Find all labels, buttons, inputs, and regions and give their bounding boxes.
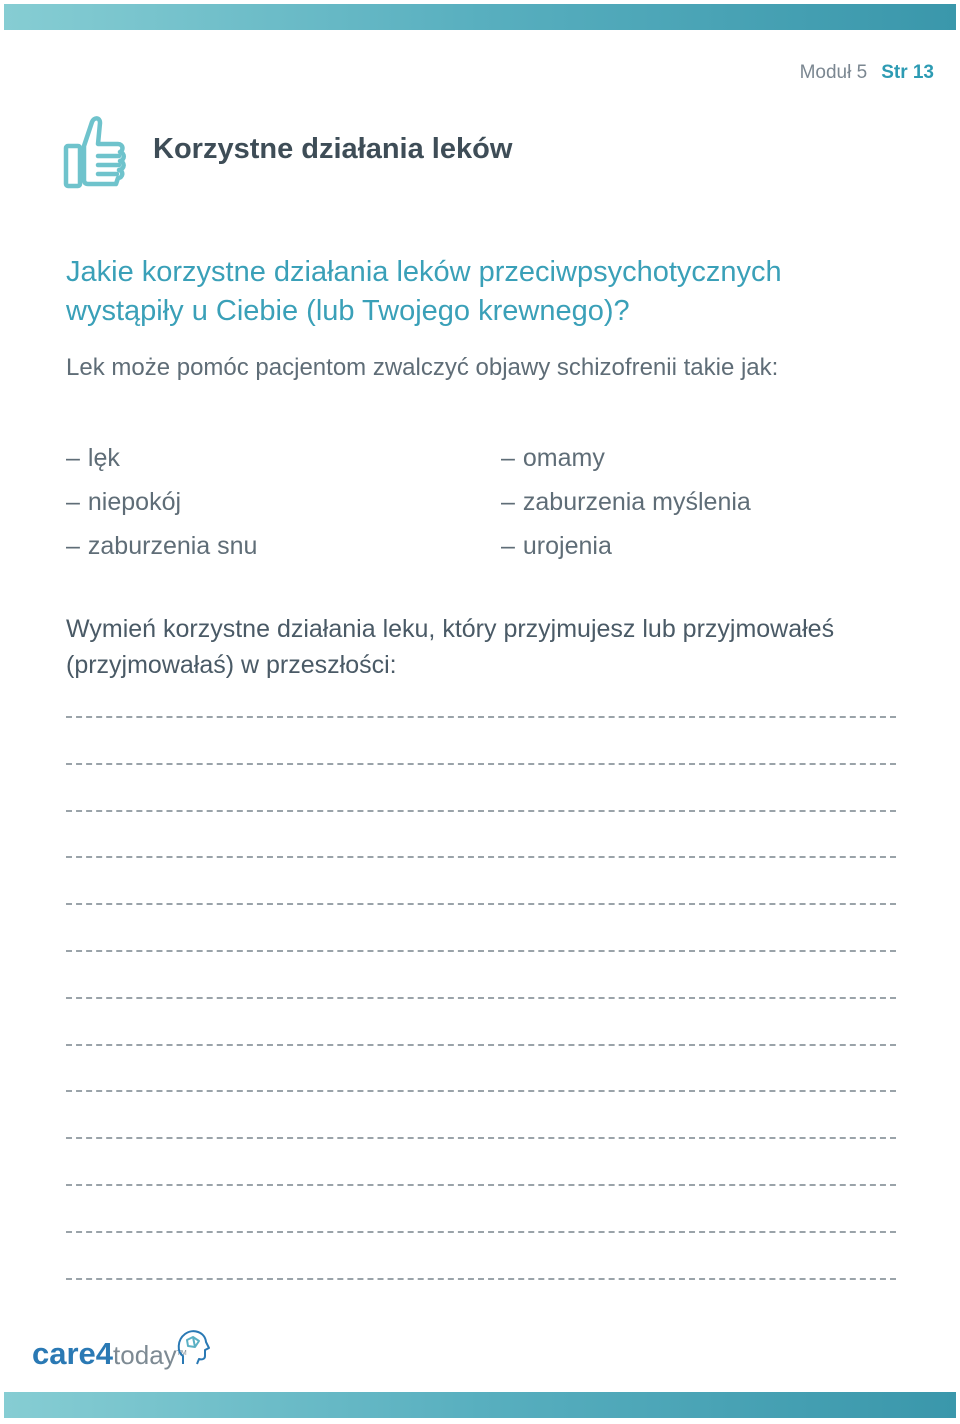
answer-prompt: [66, 611, 946, 683]
logo-tm: TM: [176, 1350, 187, 1357]
answer-line[interactable]: [66, 716, 896, 718]
symptom-item: – lęk: [66, 436, 257, 480]
answer-lines: [66, 716, 896, 1324]
section-title: Korzystne działania leków: [153, 133, 513, 165]
answer-line[interactable]: [66, 1184, 896, 1186]
symptom-list-right: [501, 436, 751, 568]
answer-line[interactable]: [66, 763, 896, 765]
answer-line[interactable]: [66, 1044, 896, 1046]
symptom-item: – omamy: [501, 436, 751, 480]
question-line-1: Jakie korzystne działania leków przeciwpsychotycznych: [66, 256, 782, 288]
question-line-2: wystąpiły u Ciebie (lub Twojego krewnego)?: [66, 295, 630, 327]
answer-line[interactable]: [66, 1090, 896, 1092]
top-decorative-bar: [4, 4, 956, 30]
answer-line[interactable]: [66, 810, 896, 812]
care4today-logo: [30, 1328, 210, 1378]
intro-text: Lek może pomóc pacjentom zwalczyć objawy schizofrenii takie jak:: [66, 354, 779, 381]
page-number: Str 13: [881, 62, 934, 83]
logo-wordmark: [32, 1334, 187, 1375]
page-indicator: [800, 62, 934, 84]
symptom-item: – niepokój: [66, 480, 257, 524]
bottom-decorative-bar: [4, 1392, 956, 1418]
answer-line[interactable]: [66, 856, 896, 858]
answer-line[interactable]: [66, 997, 896, 999]
symptom-list-left: [66, 436, 257, 568]
symptom-item: – zaburzenia myślenia: [501, 480, 751, 524]
thumbs-up-icon: [62, 116, 128, 192]
answer-line[interactable]: [66, 1137, 896, 1139]
answer-line[interactable]: [66, 1278, 896, 1280]
question-heading: [66, 253, 926, 331]
logo-today: today: [113, 1340, 177, 1370]
logo-four: 4: [95, 1336, 114, 1371]
answer-line[interactable]: [66, 950, 896, 952]
logo-care: care: [32, 1336, 96, 1371]
prompt-line-1: Wymień korzystne działania leku, który przyjmujesz lub przyjmowałeś: [66, 615, 835, 643]
head-network-icon: [173, 1328, 211, 1368]
answer-line[interactable]: [66, 1231, 896, 1233]
prompt-line-2: (przyjmowałaś) w przeszłości:: [66, 651, 397, 679]
module-label: Moduł 5: [799, 62, 868, 83]
answer-line[interactable]: [66, 903, 896, 905]
symptom-item: – urojenia: [501, 524, 751, 568]
symptom-item: – zaburzenia snu: [66, 524, 257, 568]
